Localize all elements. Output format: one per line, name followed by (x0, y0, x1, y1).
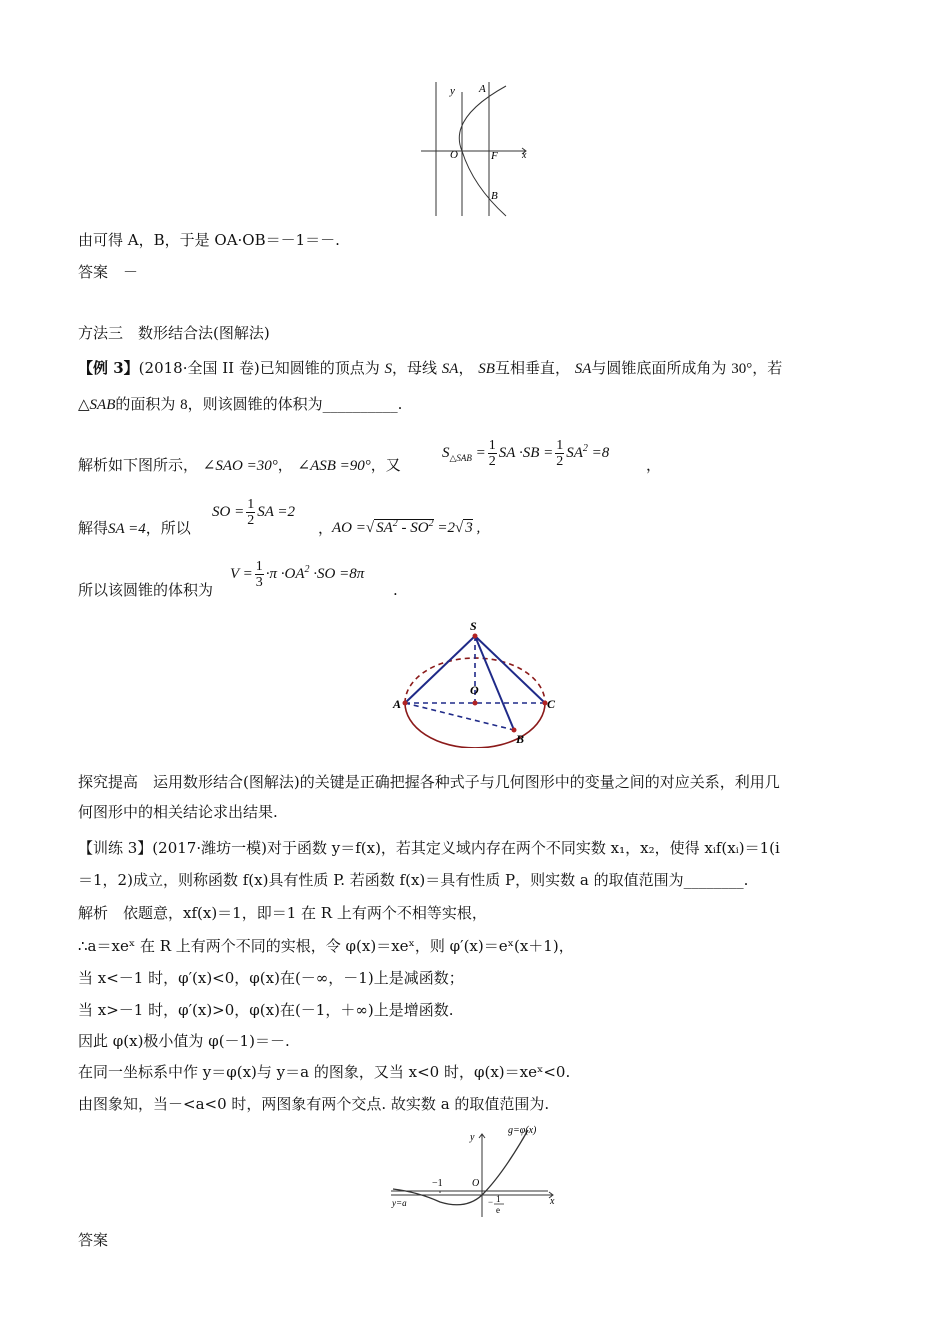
area-formula: $S_{\triangle SAB}$ = $\frac{1}{2}$ SA ·SB = $\frac{1}{2}$ $SA^2 =8$ (442, 438, 610, 469)
solution-step-3: 当 x<－1 时，φ′(x)<0，φ(x)在(－∞，－1)上是减函数； (78, 969, 464, 987)
fig1-y-label: y (450, 85, 455, 97)
fig3-ya-label: y=a (392, 1198, 407, 1208)
cone-O-label: O (470, 683, 479, 697)
solution-step-7: 由图象知，当－<a<0 时，两图象有两个交点. 故实数 a 的取值范围为. (78, 1095, 550, 1113)
method-heading: 方法三 数形结合法(图解法) (78, 324, 270, 342)
parabola-figure (418, 78, 533, 218)
result-line: 由可得 A，B，于是 OA·OB＝－1＝－. (78, 231, 340, 249)
example-tag: 【例 3】 (78, 359, 139, 377)
explore-line1: 探究提高 运用数形结合(图解法)的关键是正确把握各种式子与几何图形中的变量之间的对应关系，利用几 (78, 773, 780, 791)
explore-line2: 何图形中的相关结论求出结果. (78, 803, 278, 821)
solution-step-1: 解析 依题意，xf(x)＝1，即＝1 在 R 上有两个不相等实根， (78, 904, 487, 922)
fig1-A-label: A (479, 83, 486, 95)
cone-figure (390, 618, 565, 748)
solution-step-4: 当 x>－1 时，φ′(x)>0，φ(x)在(－1，＋∞)上是增函数. (78, 1001, 454, 1019)
fig1-x-label: x (522, 150, 527, 161)
training-3-line1: 【训练 3】(2017·潍坊一模)对于函数 y＝f(x)，若其定义域内存在两个不同实数 x₁，x₂，使得 xᵢf(xᵢ)＝1(i (78, 839, 780, 857)
fig3-minus: − (488, 1197, 494, 1207)
solution-step-6: 在同一坐标系中作 y＝φ(x)与 y＝a 的图象，又当 x<0 时，φ(x)＝xeˣ<0. (78, 1063, 571, 1081)
fig1-O-label: O (450, 149, 458, 161)
answer-1: 答案 － (78, 263, 139, 281)
training-3-line2: ＝1，2)成立，则称函数 f(x)具有性质 P. 若函数 f(x)＝具有性质 P，则实数 a 的取值范围为________. (78, 871, 749, 889)
example-3-line1: 【例 3】(2018·全国 II 卷)已知圆锥的顶点为 S，母线 SA， SB互相垂直， SA与圆锥底面所成角为 30°，若 (78, 359, 783, 377)
solution-line-a: 解析如下图所示， ∠SAO =30°， ∠ASB =90°，又 (78, 456, 401, 474)
cone-C-label: C (547, 697, 556, 711)
fig3-g-label: g=φ(x) (508, 1125, 537, 1136)
fig3-x-label: x (550, 1196, 555, 1207)
fig3-O-label: O (472, 1178, 480, 1189)
ao-formula: AO =√ $SA^2 - SO^2 =2√$ 3 , (332, 518, 481, 536)
fig1-B-label: B (491, 190, 498, 202)
example-3-line2: △SAB的面积为 8，则该圆锥的体积为__________. (78, 395, 403, 413)
fig1-F-label: F (491, 150, 498, 162)
so-formula: SO = $\frac{1}{2}$ SA =2 (212, 497, 295, 528)
solution-line-b: 解得SA =4，所以 (78, 519, 191, 537)
solution-step-2: ∴a＝xeˣ 在 R 上有两个不同的实根，令 φ(x)＝xeˣ，则 φ′(x)＝eˣ(x＋1)， (78, 937, 574, 955)
fig3-y-label: y (470, 1132, 475, 1143)
solution-step-5: 因此 φ(x)极小值为 φ(－1)＝－. (78, 1032, 290, 1050)
fig3-frac-den: e (496, 1205, 500, 1215)
fig3-frac-num: 1 (496, 1194, 501, 1204)
cone-B-label: B (516, 732, 525, 746)
phi-graph (388, 1122, 563, 1220)
answer-2: 答案 (78, 1231, 109, 1249)
solution-line-c: 所以该圆锥的体积为 (78, 581, 214, 599)
volume-formula: V = $\frac{1}{3}$ $\cdot\pi \cdot OA^2 \cdot SO =8\pi$ (230, 559, 365, 590)
fig3-neg1-label: −1 (432, 1178, 443, 1189)
cone-A-label: A (393, 697, 402, 711)
cone-S-label: S (470, 619, 477, 633)
